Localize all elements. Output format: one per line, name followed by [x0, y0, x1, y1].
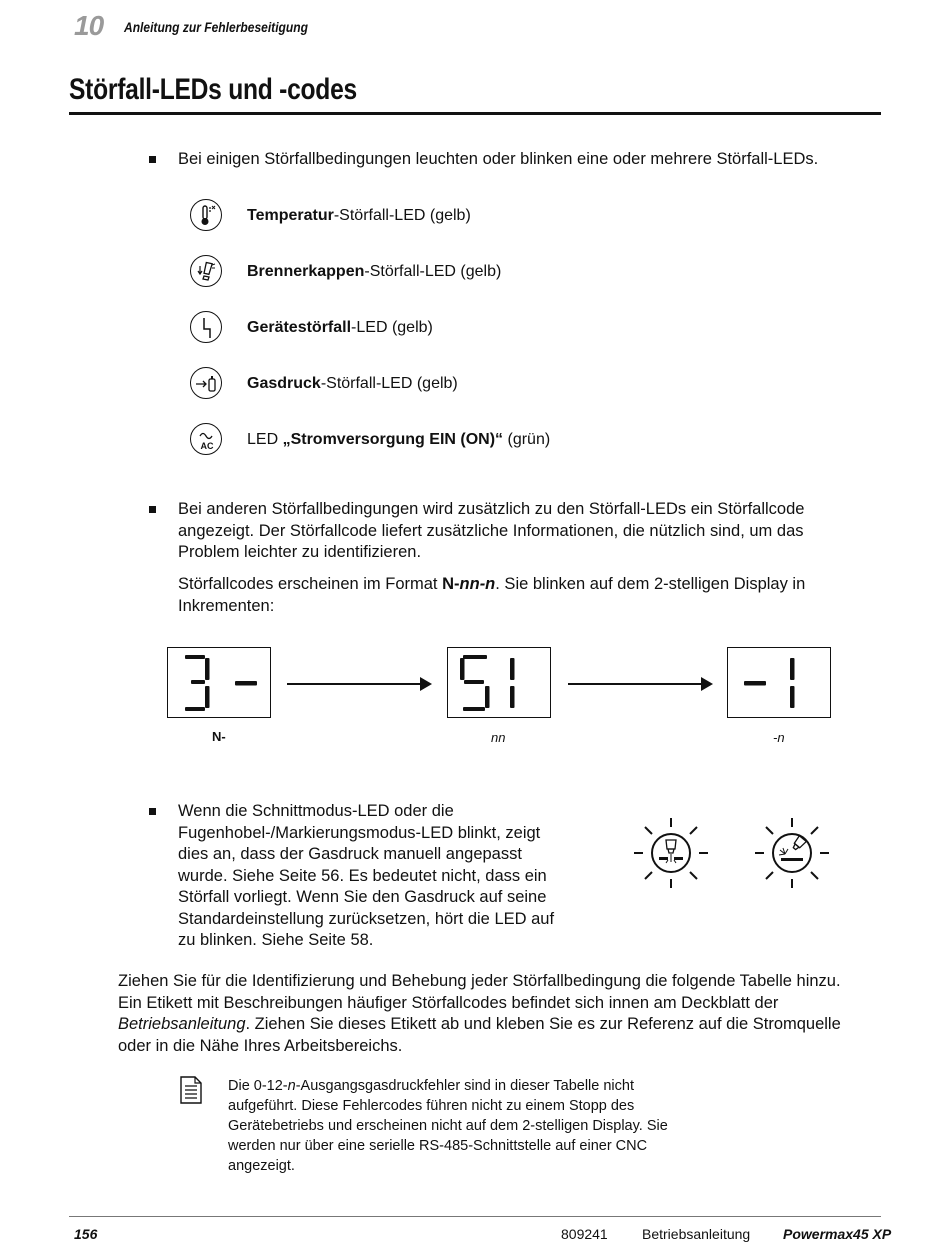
arrow-right-icon	[420, 677, 432, 691]
bullet-marker	[149, 156, 156, 163]
led-label-device-fault: Gerätestörfall-LED (gelb)	[247, 319, 433, 336]
torch-cap-icon	[190, 255, 222, 287]
led-label-gas-pressure: Gasdruck-Störfall-LED (gelb)	[247, 375, 458, 392]
doc-type: Betriebsanleitung	[642, 1226, 751, 1242]
chapter-number: 10	[74, 10, 104, 41]
note-icon	[180, 1076, 202, 1104]
footer-rule	[69, 1216, 881, 1217]
bullet3-text: Wenn die Schnittmodus-LED oder die Fugenhobel-/Markierungsmodus-LED blinkt, zeigt dies an, dass der Gasdruck manuell angepasst wurde. Siehe Seite 56. Es bedeutet nicht, dass ein Störfall vorliegt. Wenn Sie den Gasdruck auf seine Standardeinstellung zurücksetzen, hört die LED auf zu blinken. Siehe Seite 58.	[178, 802, 555, 949]
table-reference-paragraph: Ziehen Sie für die Identifizierung und Behebung jeder Störfallbedingung die folgende Tabelle hinzu. Ein Etikett mit Beschreibungen häufiger Störfallcodes befindet sich innen am Deckblatt der Betriebsanleitung. Ziehen Sie dieses Etikett ab und kleben Sie es zur Referenz auf die Stromquelle oder in die Nähe Ihres Arbeitsbereichs.	[118, 972, 841, 1055]
arrow-line	[568, 683, 706, 685]
bullet-marker	[149, 808, 156, 815]
led-label-power-on: LED „Stromversorgung EIN (ON)“ (grün)	[247, 431, 551, 448]
ac-text: AC	[200, 441, 214, 451]
led-label-torch-cap: Brennerkappen-Störfall-LED (gelb)	[247, 263, 502, 280]
seven-segment-display	[727, 647, 831, 718]
section-title: Störfall-LEDs und -codes	[69, 73, 357, 106]
chapter-title: Anleitung zur Fehlerbeseitigung	[124, 19, 308, 35]
arrow-line	[287, 683, 425, 685]
display-label: -n	[773, 730, 785, 745]
doc-number: 809241	[561, 1226, 608, 1242]
ac-power-icon	[190, 423, 222, 455]
display-label: N-	[212, 729, 226, 744]
bullet2-text: Bei anderen Störfallbedingungen wird zusätzlich zu den Störfall-LEDs ein Störfallcode angezeigt. Der Störfallcode liefert zusätzliche Informationen, die nützlich sind, um das Problem leichter zu identifizieren.	[178, 500, 805, 561]
note-text: Die 0-12-n-Ausgangsgasdruckfehler sind in dieser Tabelle nicht aufgeführt. Diese Fehlercodes führen nicht zu einem Stopp des Gerätebetriebs und erscheinen nicht auf dem 2-stelligen Display. Sie werden nur über eine serielle RS-485-Schnittstelle auf einer CNC angezeigt.	[228, 1078, 668, 1174]
display-label: nn	[491, 730, 506, 745]
seven-segment-display	[447, 647, 551, 718]
lightning-icon	[190, 311, 222, 343]
led-label-temperature: Temperatur-Störfall-LED (gelb)	[247, 207, 471, 224]
cut-mode-led-blinking-icon	[630, 814, 712, 892]
title-rule	[69, 112, 881, 115]
seven-segment-display	[167, 647, 271, 718]
format-text: Störfallcodes erscheinen im Format N-nn-n. Sie blinken auf dem 2-stelligen Display in Inkrementen:	[178, 575, 806, 615]
bullet1-text: Bei einigen Störfallbedingungen leuchten oder blinken eine oder mehrere Störfall-LEDs.	[178, 150, 819, 168]
thermometer-icon	[190, 199, 222, 231]
arrow-right-icon	[701, 677, 713, 691]
gouge-mode-led-blinking-icon	[751, 814, 833, 892]
bullet-marker	[149, 506, 156, 513]
gas-cylinder-icon	[190, 367, 222, 399]
page-number: 156	[74, 1226, 98, 1242]
product-name: Powermax45 XP	[783, 1226, 892, 1242]
